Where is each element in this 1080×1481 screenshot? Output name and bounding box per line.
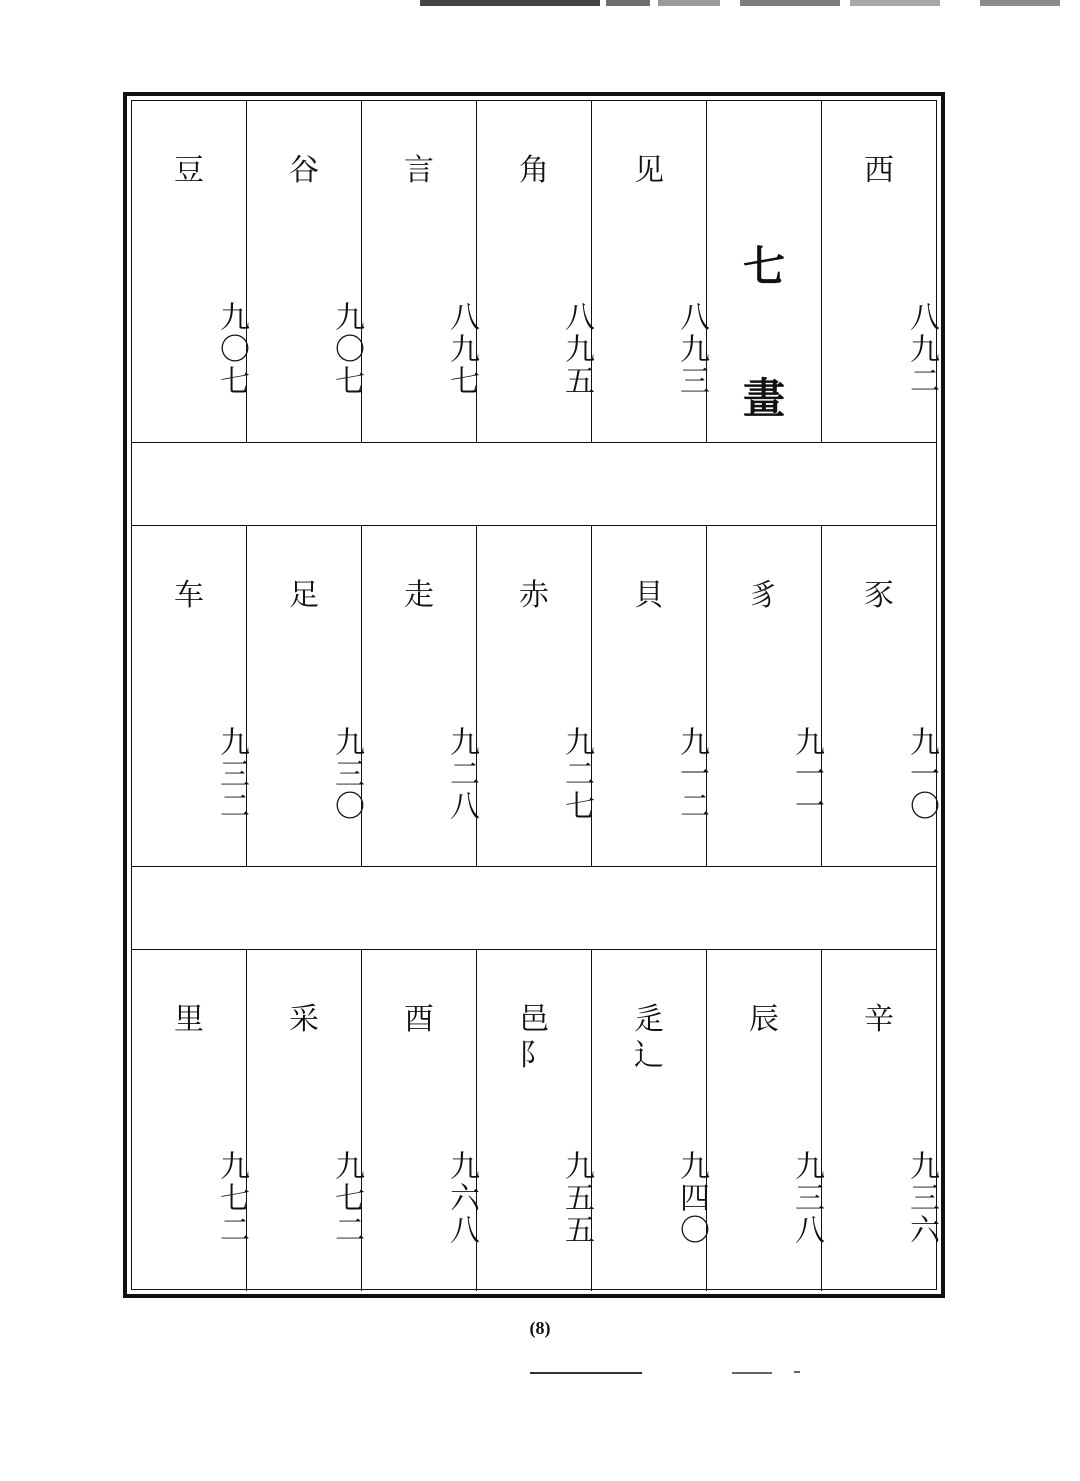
scan-artifact-bottom	[530, 1372, 642, 1374]
stroke-count-heading: 七 畫	[742, 242, 785, 423]
radical-char: 貝	[634, 578, 664, 613]
radical-page-ref: 九一一	[789, 726, 824, 822]
radical-page-ref: 八九二	[904, 301, 939, 397]
radical-page-ref: 九二七	[559, 726, 594, 822]
index-band-2	[132, 525, 939, 867]
radical-page-ref: 九〇七	[214, 301, 249, 397]
radical-page-ref: 九七二	[329, 1150, 364, 1246]
index-band-3	[132, 949, 939, 1291]
radical-page-ref: 八九七	[444, 301, 479, 397]
radical-page-ref: 九三〇	[329, 726, 364, 822]
radical-cell[interactable]	[477, 526, 592, 866]
radical-char: 豆	[174, 153, 204, 188]
radical-cell[interactable]	[132, 950, 247, 1291]
radical-cell[interactable]	[822, 950, 939, 1291]
radical-char: 辵 辶	[634, 1002, 664, 1073]
radical-cell[interactable]	[822, 101, 939, 442]
index-table-frame	[123, 92, 945, 1298]
radical-cell[interactable]	[707, 950, 822, 1291]
radical-cell[interactable]	[362, 950, 477, 1291]
radical-char: 言	[404, 153, 434, 188]
page-number: (8)	[529, 1318, 551, 1338]
index-table	[131, 100, 937, 1290]
radical-cell[interactable]	[362, 526, 477, 866]
radical-char: 角	[519, 153, 549, 188]
radical-char: 车	[174, 578, 204, 613]
radical-cell[interactable]	[592, 526, 707, 866]
radical-cell[interactable]	[477, 101, 592, 442]
radical-cell[interactable]	[592, 950, 707, 1291]
radical-char: 谷	[289, 153, 319, 188]
radical-cell[interactable]	[132, 526, 247, 866]
scan-artifact-top	[420, 0, 1060, 6]
radical-char: 邑 阝	[519, 1002, 549, 1073]
radical-page-ref: 九七二	[214, 1150, 249, 1246]
radical-char: 豕	[864, 578, 894, 613]
radical-char: 西	[864, 153, 894, 188]
radical-page-ref: 九一〇	[904, 726, 939, 822]
radical-cell[interactable]	[822, 526, 939, 866]
radical-cell[interactable]	[132, 101, 247, 442]
radical-cell[interactable]	[592, 101, 707, 442]
radical-char: 采	[289, 1002, 319, 1037]
radical-page-ref: 九三六	[904, 1150, 939, 1246]
radical-char: 赤	[519, 578, 549, 613]
radical-char: 里	[174, 1002, 204, 1037]
radical-page-ref: 九〇七	[329, 301, 364, 397]
radical-page-ref: 九四〇	[674, 1150, 709, 1246]
radical-cell[interactable]	[707, 526, 822, 866]
radical-char: 走	[404, 578, 434, 613]
radical-page-ref: 八九三	[674, 301, 709, 397]
radical-cell[interactable]	[247, 101, 362, 442]
radical-page-ref: 九三二	[214, 726, 249, 822]
radical-page-ref: 八九五	[559, 301, 594, 397]
radical-page-ref: 九三八	[789, 1150, 824, 1246]
radical-char: 辛	[864, 1002, 894, 1037]
scan-artifact-bottom	[732, 1372, 772, 1374]
radical-cell[interactable]	[247, 526, 362, 866]
scan-artifact-bottom	[794, 1371, 800, 1373]
radical-page-ref: 九一二	[674, 726, 709, 822]
radical-char: 见	[634, 153, 664, 188]
radical-cell[interactable]	[247, 950, 362, 1291]
radical-page-ref: 九二八	[444, 726, 479, 822]
index-band-1	[132, 101, 939, 443]
radical-char: 酉	[404, 1002, 434, 1037]
radical-char: 辰	[749, 1002, 779, 1037]
radical-char: 足	[289, 578, 319, 613]
radical-cell[interactable]	[477, 950, 592, 1291]
radical-page-ref: 九六八	[444, 1150, 479, 1246]
radical-page-ref: 九五五	[559, 1150, 594, 1246]
radical-char: 豸	[749, 578, 779, 613]
radical-cell[interactable]	[362, 101, 477, 442]
stroke-count-heading-cell	[707, 101, 822, 442]
